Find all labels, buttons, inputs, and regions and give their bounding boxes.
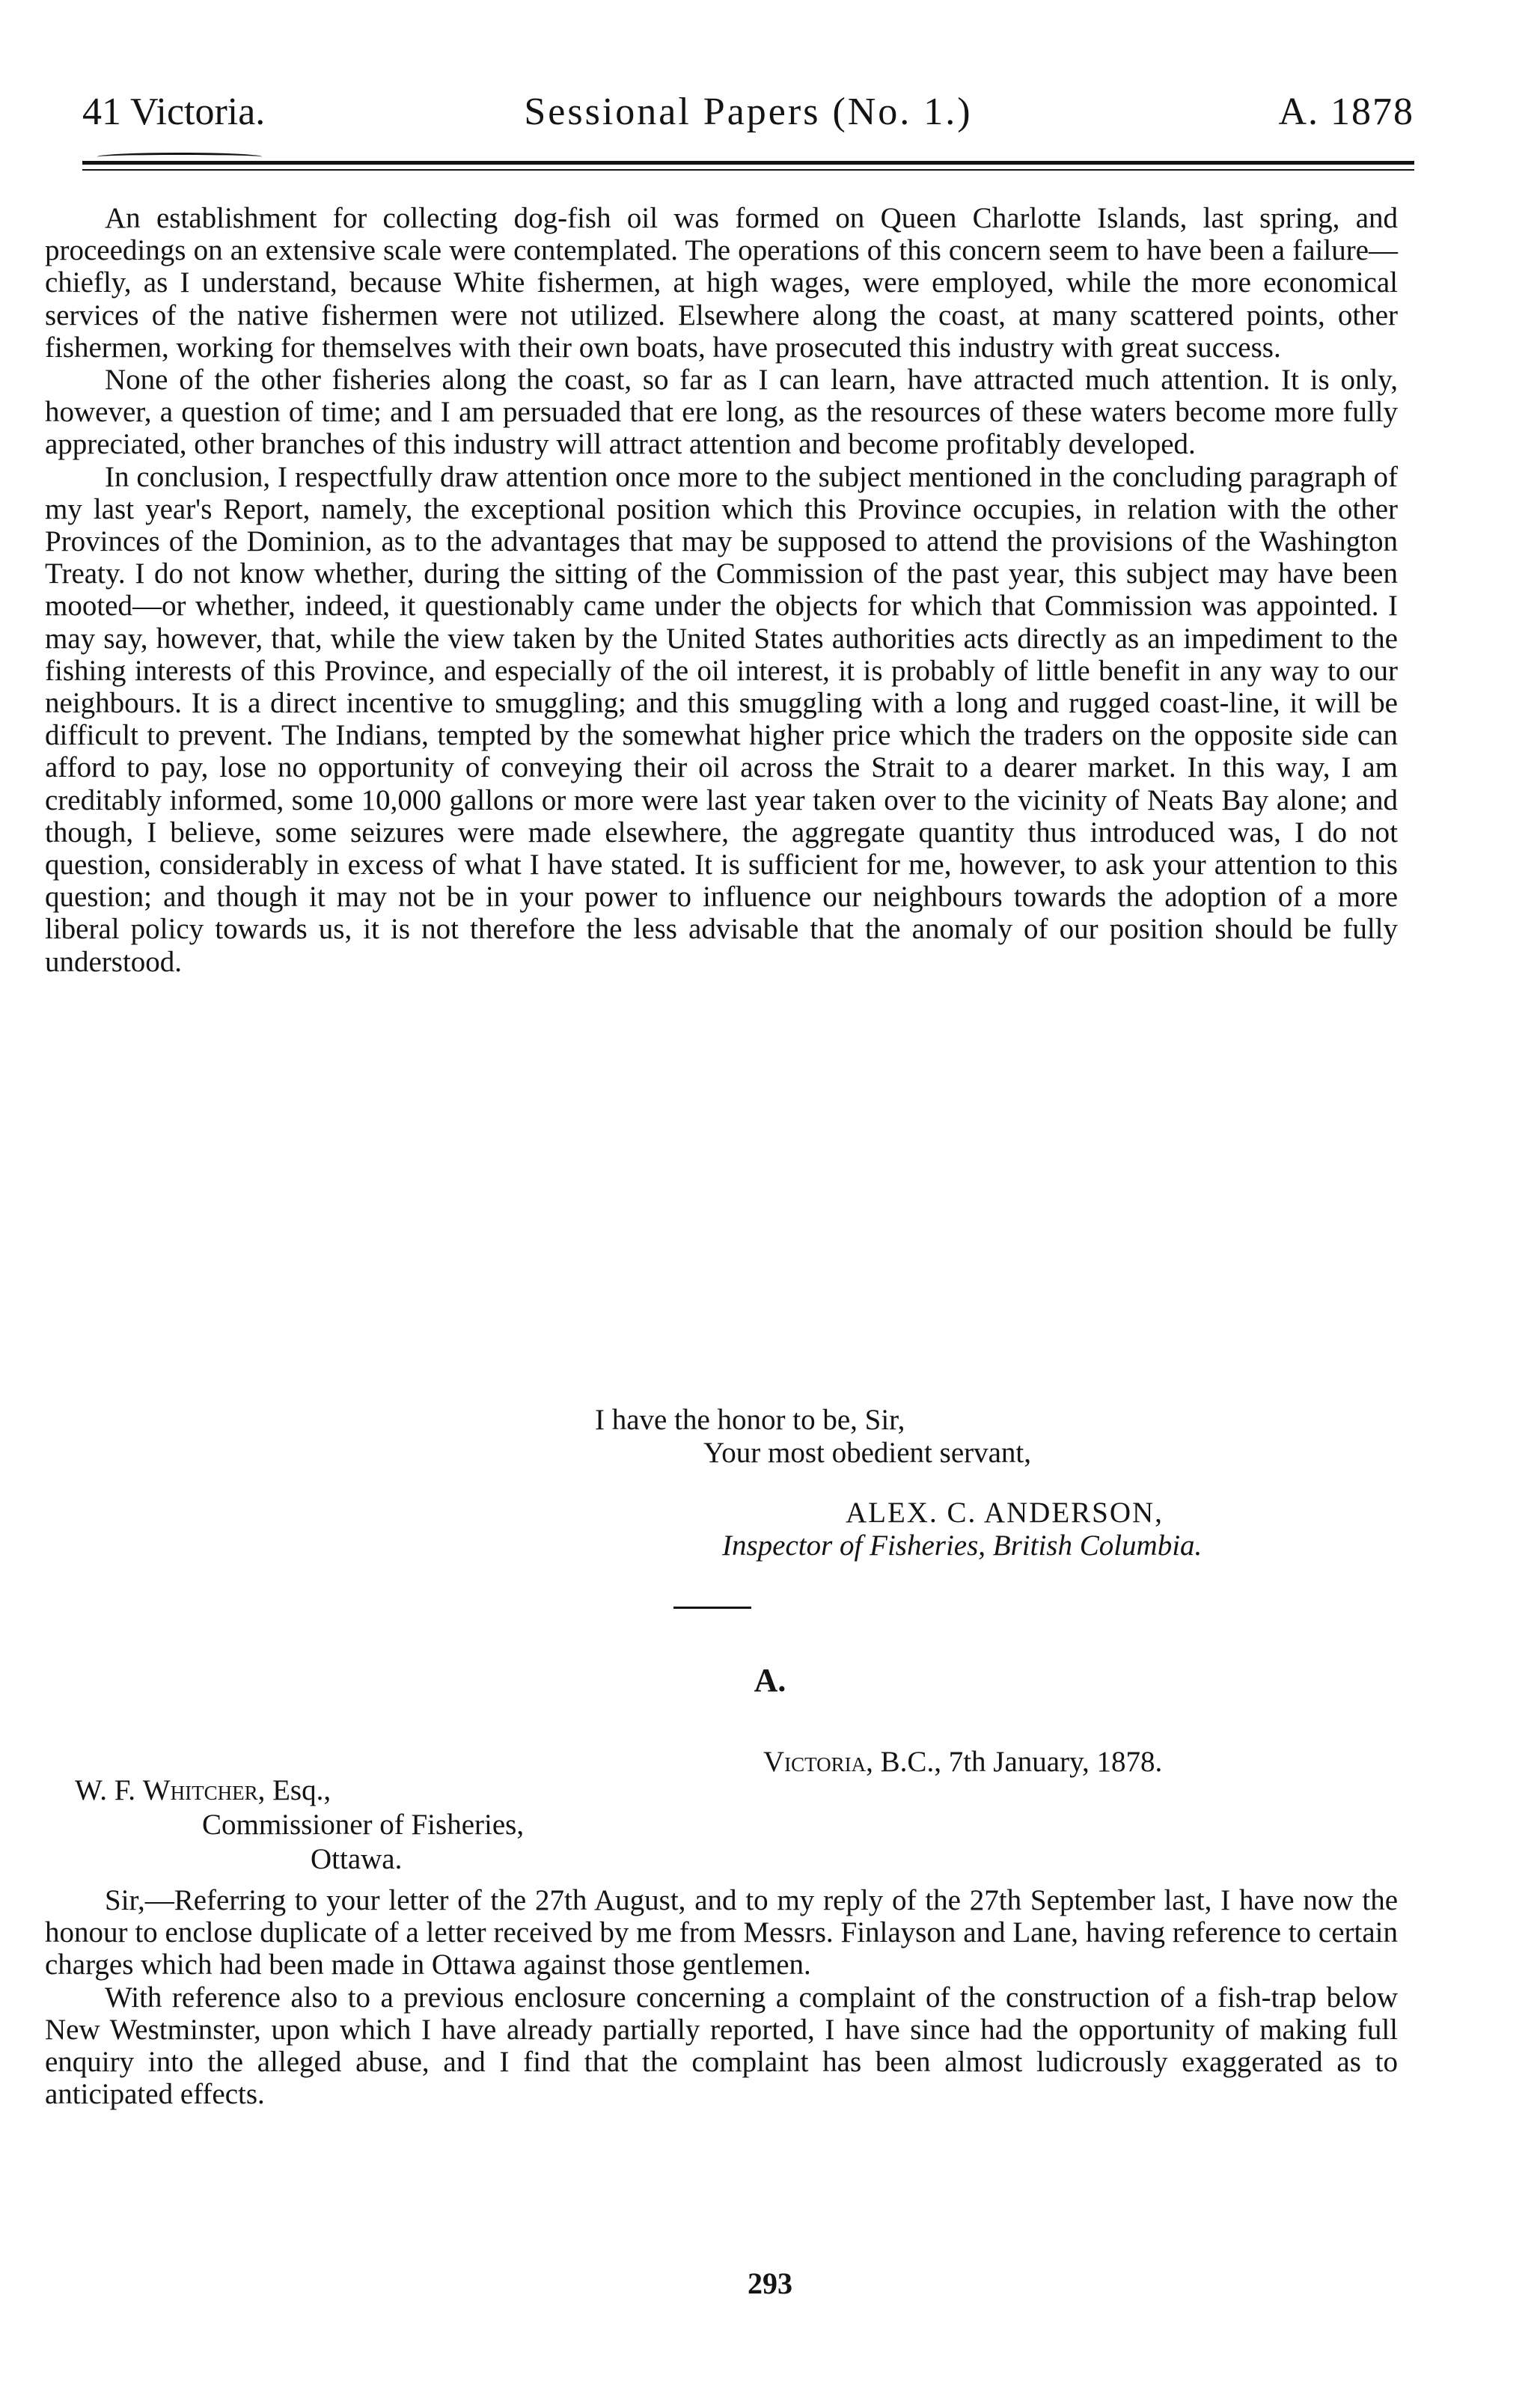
dateline-place: Victoria, bbox=[763, 1746, 873, 1778]
addressee-office: Commissioner of Fisheries, bbox=[202, 1809, 525, 1841]
header-title: Sessional Papers (No. 1.) bbox=[524, 91, 973, 133]
report-body bbox=[45, 202, 1398, 978]
addressee-city: Ottawa. bbox=[311, 1843, 403, 1875]
addressee-surname: Whitcher bbox=[142, 1774, 258, 1806]
letter-addressee bbox=[75, 1773, 524, 1877]
closing-line-2: Your most obedient servant, bbox=[703, 1437, 1032, 1469]
dateline-date: B.C., 7th January, 1878. bbox=[873, 1746, 1163, 1778]
page-number: 293 bbox=[748, 2267, 792, 2300]
appendix-heading: A. bbox=[754, 1662, 786, 1699]
header-swash-rule bbox=[97, 153, 262, 161]
report-paragraph-2: None of the other fisheries along the coast, so far as I can learn, have attracted much attention. It is only, however, a question of time; and I am persuaded that ere long, as the resources of these waters become more fully appreciated, other branches of this industry will attract attention and become profitably developed. bbox=[45, 364, 1398, 461]
letter-body bbox=[45, 1884, 1398, 2110]
letter-paragraph-1: Sir,—Referring to your letter of the 27th August, and to my reply of the 27th September last, I have now the honour to enclose duplicate of a letter received by me from Messrs. Finlayson and Lane, having reference to certain charges which had been made in Ottawa against those gentlemen. bbox=[45, 1884, 1398, 1981]
header-rule-thick bbox=[82, 161, 1414, 165]
report-paragraph-1: An establishment for collecting dog-fish oil was formed on Queen Charlotte Islands, last spring, and proceedings on an extensive scale were contemplated. The operations of this concern seem to have been a failure—chiefly, as I understand, because White fishermen, at high wages, were employed, while the more economical services of the native fishermen were not utilized. Elsewhere along the coast, at many scattered points, other fishermen, working for themselves with their own boats, have prosecuted this industry with great success. bbox=[45, 202, 1398, 364]
closing-line-1: I have the honor to be, Sir, bbox=[595, 1404, 905, 1436]
header-year: A. 1878 bbox=[1278, 91, 1414, 133]
running-header bbox=[82, 90, 1414, 142]
header-rule-thin bbox=[82, 169, 1414, 171]
section-divider bbox=[673, 1607, 751, 1609]
addressee-suffix: , Esq., bbox=[257, 1774, 331, 1806]
signature-title: Inspector of Fisheries, British Columbia. bbox=[722, 1529, 1203, 1562]
report-paragraph-3: In conclusion, I respectfully draw attention once more to the subject mentioned in the concluding paragraph of my last year's Report, namely, the exceptional position which this Province occupies, in relation with the other Provinces of the Dominion, as to the advantages that may be supposed to attend the provisions of the Washington Treaty. I do not know whether, during the sitting of the Commission of the past year, this subject may have been mooted—or whether, indeed, it questionably came under the objects for which that Commission was appointed. I may say, however, that, while the view taken by the United States authorities acts directly as an impediment to the fishing interests of this Province, and especially of the oil interest, it is probably of little benefit in any way to our neighbours. It is a direct incentive to smuggling; and this smuggling with a long and rugged coast-line, it will be difficult to prevent. The Indians, tempted by the somewhat higher price which the traders on the opposite side can afford to pay, lose no opportunity of conveying their oil across the Strait to a dearer market. In this way, I am creditably informed, some 10,000 gallons or more were last year taken over to the vicinity of Neats Bay alone; and though, I believe, some seizures were made elsewhere, the aggregate quantity thus introduced was, I do not question, considerably in excess of what I have stated. It is sufficient for me, however, to ask your attention to this question; and though it may not be in your power to influence our neighbours towards the adoption of a more liberal policy towards us, it is not therefore the less advisable that the anomaly of our position should be fully understood. bbox=[45, 460, 1398, 978]
addressee-name bbox=[75, 1773, 524, 1808]
header-session: 41 Victoria. bbox=[82, 91, 266, 133]
letter-paragraph-2: With reference also to a previous enclosure concerning a complaint of the construction of a fish-trap below New Westminster, upon which I have already partially reported, I have since had the opportunity of making full enquiry into the alleged abuse, and I find that the complaint has been almost ludicrously exaggerated as to anticipated effects. bbox=[45, 1981, 1398, 2111]
signature-name: ALEX. C. ANDERSON, bbox=[846, 1497, 1164, 1529]
addressee-initials: W. F. bbox=[75, 1774, 143, 1806]
letter-dateline bbox=[763, 1745, 1162, 1779]
